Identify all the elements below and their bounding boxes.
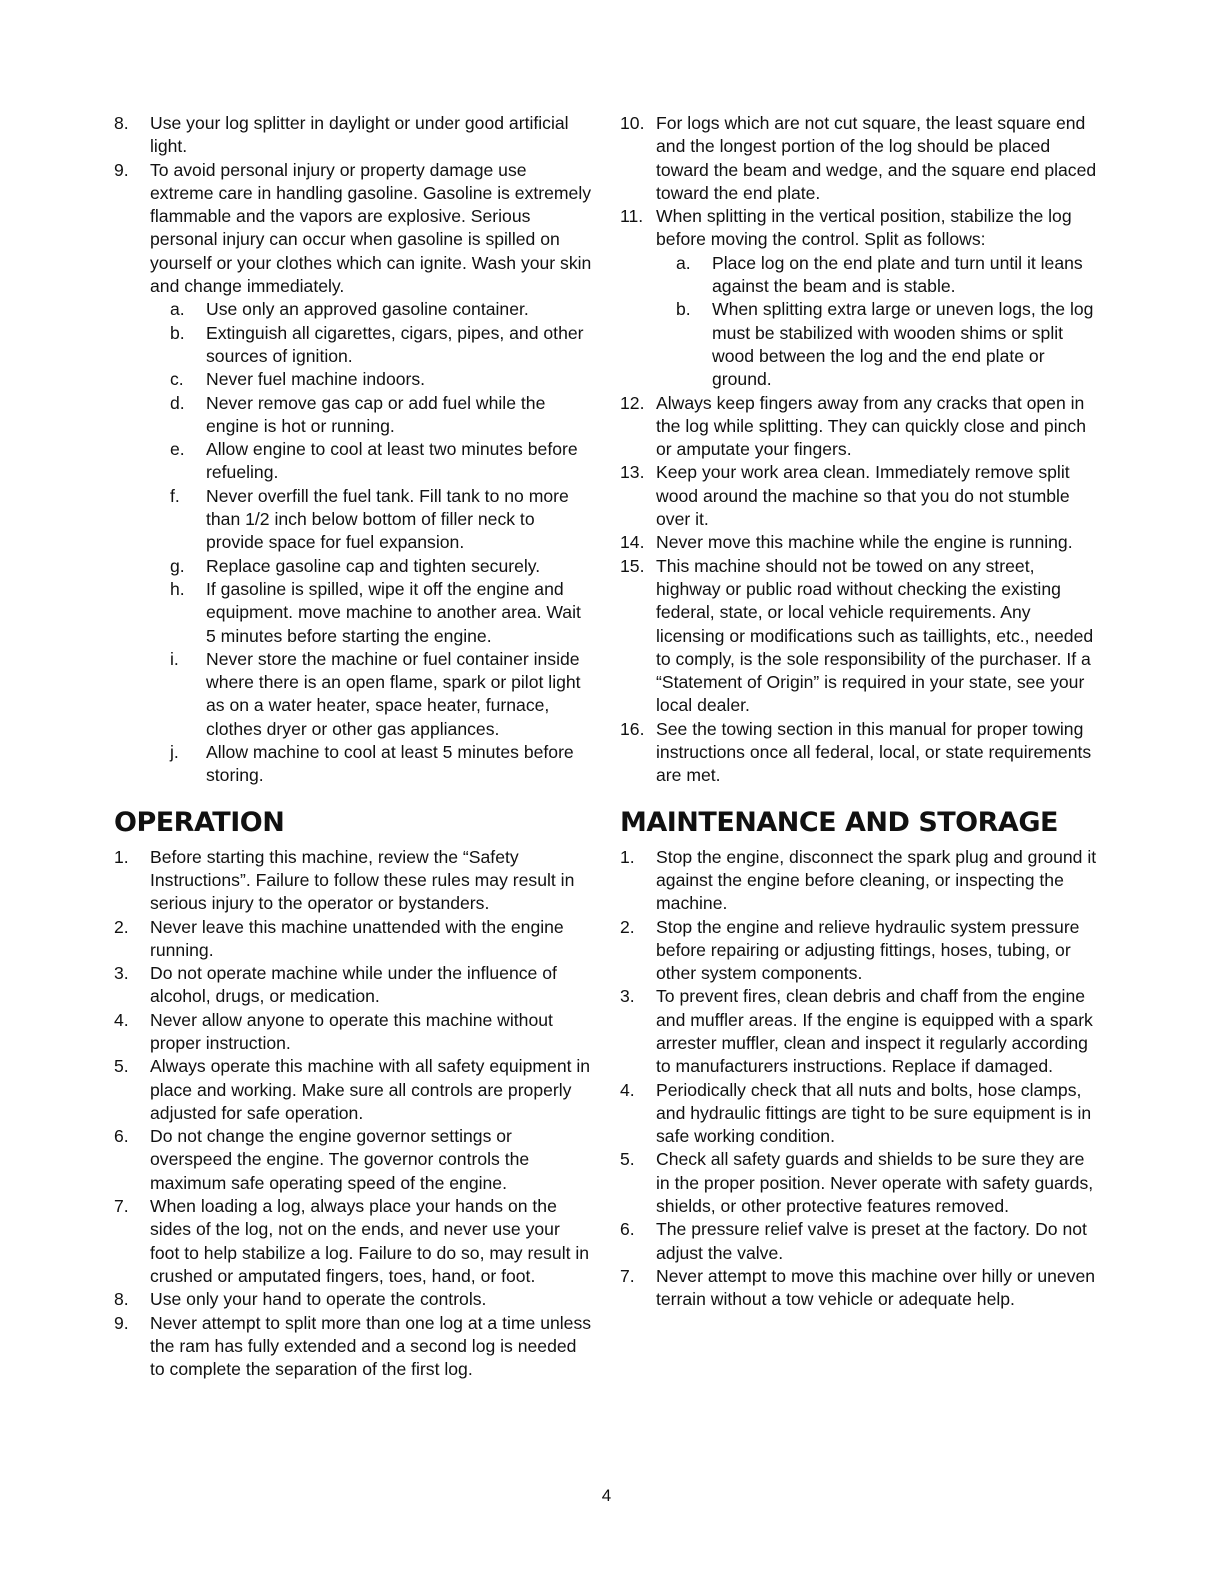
list-item: 8. Use only your hand to operate the controls.: [114, 1289, 487, 1310]
list-item: h. If gasoline is spilled, wipe it off the engine and equipment. move machine to another area. Wait 5 minutes before starting the engine.: [170, 578, 581, 646]
list-item: 13. Keep your work area clean. Immediately remove split wood around the machine so that you do not stumble over it.: [620, 462, 1070, 530]
list-item: 5. Check all safety guards and shields to be sure they are in the proper position. Never operate with safety guards, shields, or other protective features removed.: [620, 1149, 1094, 1217]
list-item: 3. To prevent fires, clean debris and chaff from the engine and muffler areas. If the engine is equipped with a spark arrester muffler, clean and inspect it regularly according to manufacturers instructions. Replace if damaged.: [620, 986, 1093, 1077]
list-item: g. Replace gasoline cap and tighten securely.: [170, 555, 541, 576]
left-column: [114, 112, 594, 1381]
gasoline-sublist: [170, 298, 594, 787]
list-item: 2. Never leave this machine unattended with the engine running.: [114, 916, 564, 960]
list-item: a. Use only an approved gasoline container.: [170, 299, 529, 320]
right-column: [620, 112, 1098, 1312]
list-item: 14. Never move this machine while the engine is running.: [620, 532, 1073, 553]
list-item: 10. For logs which are not cut square, the least square end and the longest portion of the log should be placed toward the beam and wedge, and the square end placed toward the end plate.: [620, 113, 1097, 203]
list-item: b. Extinguish all cigarettes, cigars, pipes, and other sources of ignition.: [170, 322, 584, 366]
safety-list-more: [620, 392, 1098, 788]
list-item: 4. Never allow anyone to operate this machine without proper instruction.: [114, 1009, 553, 1053]
operation-heading: OPERATION: [114, 806, 285, 838]
list-item: 8. Use your log splitter in daylight or under good artificial light.: [114, 113, 569, 157]
list-item: 1. Before starting this machine, review the “Safety Instructions”. Failure to follow these rules may result in serious injury to the operator or bystanders.: [114, 846, 575, 914]
list-item: c. Never fuel machine indoors.: [170, 369, 426, 390]
list-item: d. Never remove gas cap or add fuel while the engine is hot or running.: [170, 392, 546, 436]
list-item: f. Never overfill the fuel tank. Fill tank to no more than 1/2 inch below bottom of filler neck to provide space for fuel expansion.: [170, 485, 569, 553]
list-item: 6. The pressure relief valve is preset at the factory. Do not adjust the valve.: [620, 1219, 1087, 1263]
list-item: b. When splitting extra large or uneven logs, the log must be stabilized with wooden shims or split wood between the log and the end plate or ground.: [676, 299, 1094, 390]
maintenance-list: [620, 846, 1098, 1312]
list-item: 11. When splitting in the vertical position, stabilize the log before moving the control. Split as follows:: [620, 206, 1072, 250]
list-item: 1. Stop the engine, disconnect the spark plug and ground it against the engine before cleaning, or inspecting the machine.: [620, 846, 1097, 914]
list-item: 12. Always keep fingers away from any cracks that open in the log while splitting. They can quickly close and pinch or amputate your fingers.: [620, 392, 1086, 460]
list-item: a. Place log on the end plate and turn until it leans against the beam and is stable.: [676, 252, 1083, 297]
list-item: 4. Periodically check that all nuts and bolts, hose clamps, and hydraulic fittings are tight to be sure equipment is in safe working condition.: [620, 1079, 1092, 1147]
list-item: 7. Never attempt to move this machine over hilly or uneven terrain without a tow vehicle or adequate help.: [620, 1265, 1096, 1310]
list-item: 15. This machine should not be towed on any street, highway or public road without checking the existing federal, state, or local vehicle requirements. Any licensing or modifications such as taillights, etc., needed to comply, is the sole responsibility of the purchaser. If a “Statement of Origin” is required in your state, see your local dealer.: [620, 555, 1094, 716]
list-item: 6. Do not change the engine governor settings or overspeed the engine. The governor controls the maximum safe operating speed of the engine.: [114, 1126, 530, 1193]
list-item: 9. Never attempt to split more than one log at a time unless the ram has fully extended and a second log is needed to complete the separation of the first log.: [114, 1312, 592, 1380]
list-item: e. Allow engine to cool at least two minutes before refueling.: [170, 439, 578, 483]
maintenance-heading: MAINTENANCE AND STORAGE: [620, 806, 1058, 838]
safety-list-continued-right: [620, 112, 1098, 252]
list-item: 9. To avoid personal injury or property damage use extreme care in handling gasoline. Gasoline is extremely flammable and the vapors are explosive. Serious personal injury can occur when gasoline is spilled on yourself or your clothes which can ignite. Wash your skin and change immediately.: [114, 159, 592, 297]
list-item: 2. Stop the engine and relieve hydraulic system pressure before repairing or adjusting fittings, hoses, tubing, or other system components.: [620, 916, 1080, 984]
list-item: j. Allow machine to cool at least 5 minutes before storing.: [170, 742, 574, 786]
list-item: 5. Always operate this machine with all safety equipment in place and working. Make sure all controls are properly adjusted for safe operation.: [114, 1056, 591, 1123]
list-item: 7. When loading a log, always place your hands on the sides of the log, not on the ends, and never use your foot to help stabilize a log. Failure to do so, may result in crushed or amputated fingers, toes, hand, or foot.: [114, 1196, 590, 1286]
list-item: i. Never store the machine or fuel container inside where there is an open flame, spark or pilot light as on a water heater, space heater, furnace, clothes dryer or other gas appliances.: [170, 648, 581, 739]
page-number: 4: [601, 1486, 612, 1505]
list-item: 3. Do not operate machine while under the influence of alcohol, drugs, or medication.: [114, 963, 557, 1007]
operation-list: [114, 846, 594, 1382]
safety-list-continued: [114, 112, 594, 298]
split-sublist: [676, 252, 1098, 392]
list-item: 16. See the towing section in this manual for proper towing instructions once all federal, local, or state requirements are met.: [620, 718, 1092, 786]
